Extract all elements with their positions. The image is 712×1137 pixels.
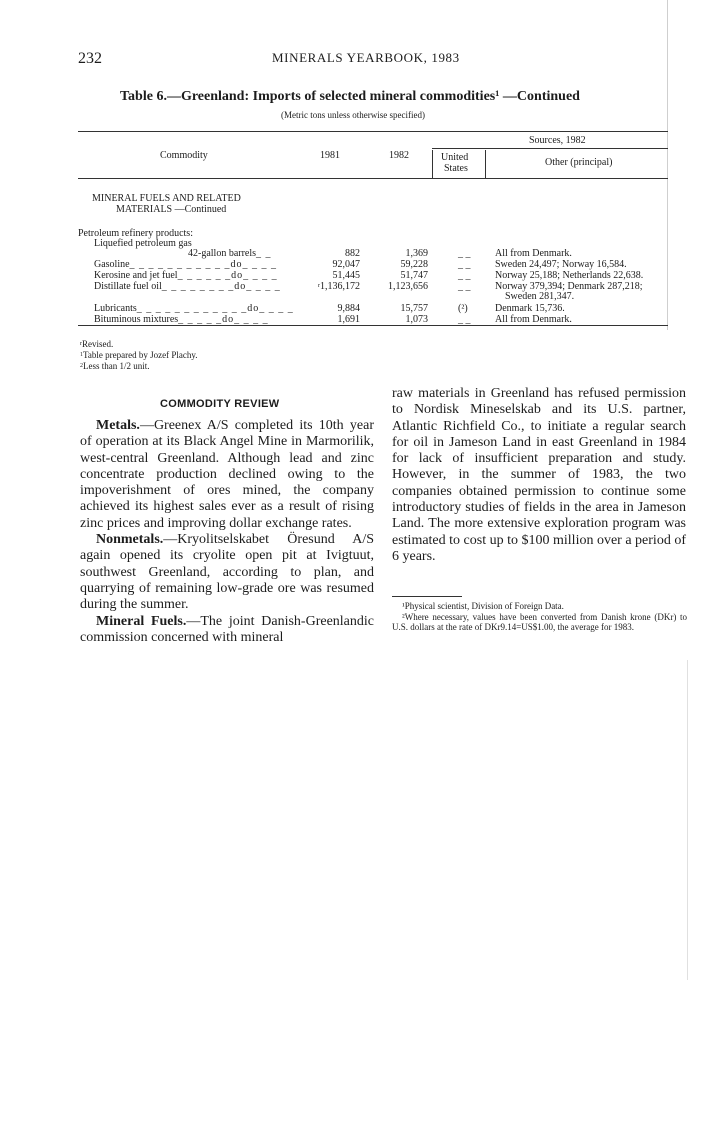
table-title: Table 6.—Greenland: Imports of selected mineral commodities¹ —Continued — [120, 89, 580, 104]
table-top-rule — [78, 131, 668, 132]
row-value-1982: 15,757 — [400, 303, 428, 314]
header-united-states: States — [444, 163, 468, 174]
column-divider — [485, 150, 486, 178]
row-value-1982: 1,369 — [405, 248, 428, 259]
row-value-1981: 92,047 — [332, 259, 360, 270]
row-other: Norway 379,394; Denmark 287,218; — [495, 281, 643, 292]
paragraph-metals: Metals.—Greenex A/S completed its 10th year of operation at its Black Angel Mine in Marmorilik, west-central Greenland. Although lead and zinc concentrate production declined owing to the impoverishment of ores mined, the company achieved its highest sales ever as a result of rising zinc prices and improving dollar exchange rates. — [80, 418, 374, 531]
footnote-rule — [392, 596, 462, 597]
page-number: 232 — [78, 50, 102, 67]
running-head: MINERALS YEARBOOK, 1983 — [272, 50, 460, 65]
header-1981: 1981 — [320, 150, 340, 161]
table-footnote: $^2$Less than 1/2 unit. — [80, 361, 150, 371]
section-heading: COMMODITY REVIEW — [160, 398, 280, 410]
row-us: (²) — [458, 303, 468, 314]
row-value-1981: 1,691 — [337, 314, 360, 325]
group-label: Petroleum refinery products: — [78, 228, 193, 239]
table-subtitle: (Metric tons unless otherwise specified) — [281, 110, 425, 120]
revised-mark: r — [318, 283, 320, 289]
row-other: All from Denmark. — [495, 248, 572, 259]
row-commodity: Distillate fuel oil_ _ _ _ _ _ _ _do_ _ _ _ — [94, 281, 281, 292]
header-1982: 1982 — [389, 150, 409, 161]
paragraph-mineral-fuels: Mineral Fuels.—The joint Danish-Greenlandic commission concerned with mineral — [80, 613, 374, 645]
paragraph-nonmetals: Nonmetals.—Kryolitselskabet Öresund A/S again opened its cryolite open pit at Ivigtuut, southwest Greenland, according to plan, and quarrying of remaining low-grade ore was resumed during the summer. — [80, 532, 374, 613]
section-label: MATERIALS —Continued — [116, 204, 227, 215]
column-divider — [432, 150, 433, 178]
row-commodity: Bituminous mixtures_ _ _ _ _do_ _ _ _ — [94, 314, 269, 325]
row-other: Norway 25,188; Netherlands 22,638. — [495, 270, 644, 281]
row-us: _ _ — [458, 259, 471, 270]
row-other: Denmark 15,736. — [495, 303, 565, 314]
page-footnote: ²Where necessary, values have been converted from Danish krone (DKr) to U.S. dollars at the rate of DKr9.14=US$1.00, the average for 1983. — [392, 611, 687, 632]
row-value-1981: $^r$1,136,172 — [318, 281, 360, 292]
text-column-right — [392, 386, 686, 565]
sources-rule — [432, 148, 668, 149]
text-column-left — [80, 418, 374, 646]
scan-edge-line — [667, 0, 668, 330]
header-united-states: United — [441, 152, 469, 163]
row-value-1982: 1,073 — [405, 314, 428, 325]
row-value-1981: 51,445 — [332, 270, 360, 281]
row-commodity: 42-gallon barrels_ _ — [188, 248, 272, 259]
row-value-1982: 59,228 — [400, 259, 428, 270]
row-commodity: Gasoline_ _ _ _ _ _ _ _ _ _ _do_ _ _ _ — [94, 259, 278, 270]
row-other: All from Denmark. — [495, 314, 572, 325]
row-commodity: Lubricants_ _ _ _ _ _ _ _ _ _ _ _do_ _ _ _ — [94, 303, 294, 314]
section-label: MINERAL FUELS AND RELATED — [92, 193, 241, 204]
row-value-1982: 51,747 — [400, 270, 428, 281]
row-other: Sweden 24,497; Norway 16,584. — [495, 259, 627, 270]
page-footnotes — [392, 601, 687, 633]
row-value-1981: 9,884 — [337, 303, 360, 314]
row-us: _ _ — [458, 281, 471, 292]
row-us: _ _ — [458, 270, 471, 281]
table-footnote: $^r$Revised. — [80, 339, 114, 349]
table-bottom-rule — [78, 325, 668, 326]
row-us: _ _ — [458, 248, 471, 259]
row-us: _ _ — [458, 314, 471, 325]
header-sources: Sources, 1982 — [529, 135, 586, 146]
row-value-1981: 882 — [345, 248, 360, 259]
subgroup-label: Liquefied petroleum gas — [94, 238, 192, 249]
row-commodity: Kerosine and jet fuel_ _ _ _ _ _do_ _ _ _ — [94, 270, 278, 281]
row-other-continued: Sweden 281,347. — [505, 291, 575, 302]
table-footnote: $^1$Table prepared by Jozef Plachy. — [80, 350, 198, 360]
header-other: Other (principal) — [545, 157, 613, 168]
header-bottom-rule — [78, 178, 668, 179]
header-commodity: Commodity — [160, 150, 208, 161]
scan-edge-line — [687, 660, 688, 980]
paragraph-continued: raw materials in Greenland has refused permission to Nordisk Mineselskab and its U.S. partner, Atlantic Richfield Co., to initiate a regular search for oil in Jameson Land in east Greenland in 1984 for lack of insufficient preparation and study. However, in the summer of 1983, the two companies obtained permission to continue some introductory studies of fields in the area in Jameson Land. The more extensive exploration program was estimated to cost up to $100 million over a period of 6 years. — [392, 386, 686, 564]
row-value-1982: 1,123,656 — [388, 281, 428, 292]
page-footnote: ¹Physical scientist, Division of Foreign Data. — [402, 601, 564, 611]
